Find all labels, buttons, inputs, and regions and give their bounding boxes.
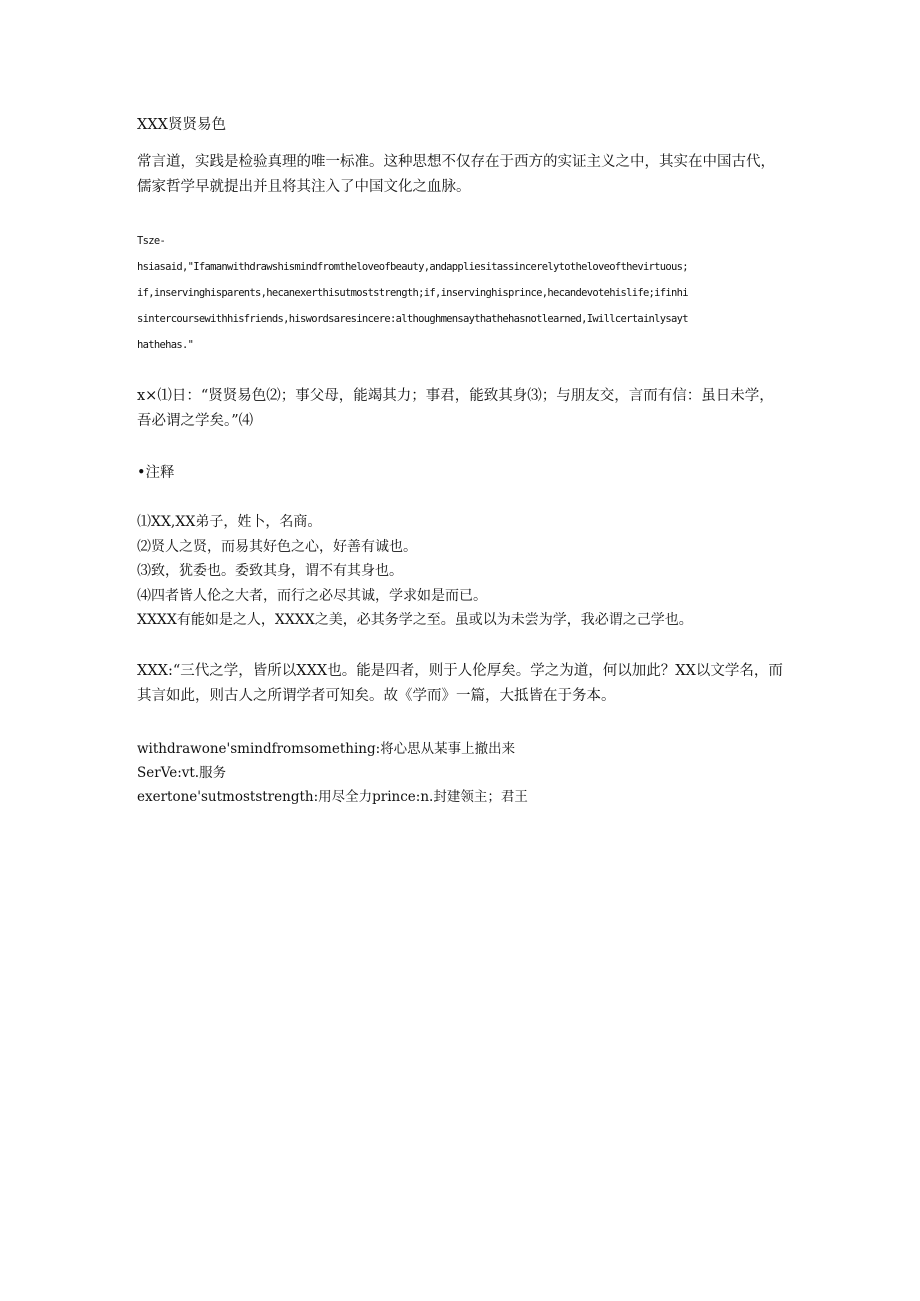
note-item: XXXX有能如是之人，XXXX之美，必其务学之至。虽或以为未尝为学，我必谓之己学也。	[137, 612, 693, 628]
document-title: XXX贤贤易色	[137, 117, 226, 133]
english-line: hathehas."	[137, 339, 194, 351]
note-item: ⑵贤人之贤，而易其好色之心，好善有诚也。	[137, 538, 417, 555]
notes-list	[137, 510, 787, 633]
commentary-paragraph: XXX:“三代之学，皆所以XXX也。能是四者，则于人伦厚矣。学之为道，何以加此？XX以文学名，而其言如此，则古人之所谓学者可知矣。故《学而》一篇，大抵皆在于务本。	[137, 662, 783, 704]
document-page	[137, 114, 787, 809]
english-line: sintercoursewithhisfriends,hiswordsaresincere:althoughmensaythathehasnotlearned,Iwillcertainlysayt	[137, 313, 688, 325]
note-item: ⑴XX,XX弟子，姓卜，名商。	[137, 514, 322, 530]
note-item: ⑷四者皆人伦之大者，而行之必尽其诚，学求如是而已。	[137, 587, 487, 604]
note-item: ⑶致，犹委也。委致其身，谓不有其身也。	[137, 563, 403, 579]
vocab-item: withdrawone'smindfromsomething:将心思从某事上撤出来	[137, 740, 516, 757]
english-line: if,inservinghisparents,hecanexerthisutmoststrength;if,inservinghisprince,hecandevotehislife;ifinhi	[137, 287, 688, 299]
vocab-item: exertone'sutmoststrength:用尽全力prince:n.封建领主；君王	[137, 788, 528, 805]
english-line: Tsze-	[137, 235, 166, 247]
vocab-item: SerVe:vt.服务	[137, 764, 227, 781]
intro-paragraph: 常言道，实践是检验真理的唯一标准。这种思想不仅存在于西方的实证主义之中，其实在中国古代，儒家哲学早就提出并且将其注入了中国文化之血脉。	[137, 154, 775, 195]
vocabulary-list	[137, 737, 787, 809]
original-text-paragraph: x×⑴日：“贤贤易色⑵；事父母，能竭其力；事君，能致其身⑶；与朋友交，言而有信：虽日未学，吾必谓之学矣。”⑷	[137, 388, 774, 429]
english-translation	[137, 228, 787, 358]
english-line: hsiasaid,"Ifamanwithdrawshismindfromtheloveofbeauty,andappliesitassincerelytotheloveofthevirtuous;	[137, 261, 688, 273]
notes-heading: •注释	[137, 465, 175, 481]
